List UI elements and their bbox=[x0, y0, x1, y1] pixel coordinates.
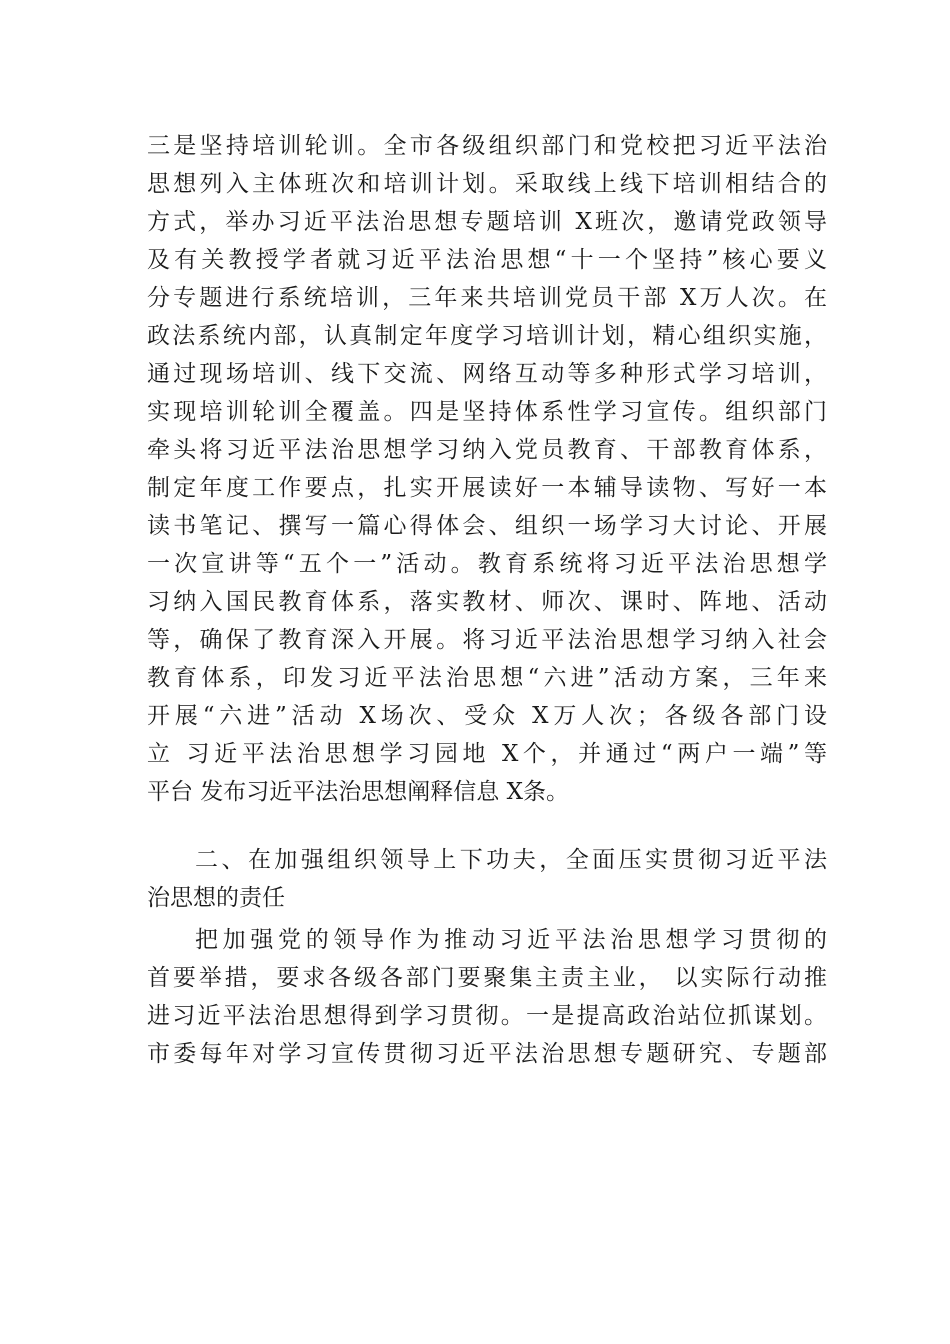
paragraph-3-line-4: 市委每年对学习宣传贯彻习近平法治思想专题研究、专题部 bbox=[147, 1041, 827, 1067]
paragraph-1-line-13: 习纳入国民教育体系，落实教材、师次、课时、阵地、活动 bbox=[147, 589, 827, 615]
paragraph-1-line-3: 方式，举办习近平法治思想专题培训 X班次，邀请党政领导 bbox=[147, 209, 827, 235]
section-heading-line-1: 二、在加强组织领导上下功夫，全面压实贯彻习近平法 bbox=[195, 847, 827, 873]
paragraph-3-line-3: 进习近平法治思想得到学习贯彻。一是提高政治站位抓谋划。 bbox=[147, 1003, 827, 1029]
paragraph-1-line-17: 立 习近平法治思想学习园地 X个，并通过“两户一端”等 bbox=[147, 741, 827, 767]
paragraph-1-line-10: 制定年度工作要点，扎实开展读好一本辅导读物、写好一本 bbox=[147, 475, 827, 501]
paragraph-1-line-5: 分专题进行系统培训，三年来共培训党员干部 X万人次。在 bbox=[147, 285, 827, 311]
paragraph-1-line-14: 等，确保了教育深入开展。将习近平法治思想学习纳入社会 bbox=[147, 627, 827, 653]
paragraph-1-line-9: 牵头将习近平法治思想学习纳入党员教育、干部教育体系， bbox=[147, 437, 827, 463]
paragraph-1-line-6: 政法系统内部，认真制定年度学习培训计划，精心组织实施， bbox=[147, 323, 827, 349]
paragraph-1-line-16: 开展“六进”活动 X场次、受众 X万人次；各级各部门设 bbox=[147, 703, 827, 729]
paragraph-1-line-15: 教育体系，印发习近平法治思想“六进”活动方案，三年来 bbox=[147, 665, 827, 691]
paragraph-1-line-7: 通过现场培训、线下交流、网络互动等多种形式学习培训， bbox=[147, 361, 827, 387]
paragraph-3-line-2: 首要举措，要求各级各部门要聚集主责主业， 以实际行动推 bbox=[147, 965, 827, 991]
paragraph-1-line-8: 实现培训轮训全覆盖。四是坚持体系性学习宣传。组织部门 bbox=[147, 399, 827, 425]
paragraph-1-line-1: 三是坚持培训轮训。全市各级组织部门和党校把习近平法治 bbox=[147, 133, 827, 159]
paragraph-1-line-18: 平台 发布习近平法治思想阐释信息 X条。 bbox=[147, 779, 569, 805]
paragraph-3-line-1: 把加强党的领导作为推动习近平法治思想学习贯彻的 bbox=[195, 927, 827, 953]
paragraph-1-line-12: 一次宣讲等“五个一”活动。教育系统将习近平法治思想学 bbox=[147, 551, 827, 577]
paragraph-1-line-2: 思想列入主体班次和培训计划。采取线上线下培训相结合的 bbox=[147, 171, 827, 197]
paragraph-1-line-4: 及有关教授学者就习近平法治思想“十一个坚持”核心要义 bbox=[147, 247, 827, 273]
paragraph-1-line-11: 读书笔记、撰写一篇心得体会、组织一场学习大讨论、开展 bbox=[147, 513, 827, 539]
section-heading-line-2: 治思想的责任 bbox=[147, 885, 285, 911]
